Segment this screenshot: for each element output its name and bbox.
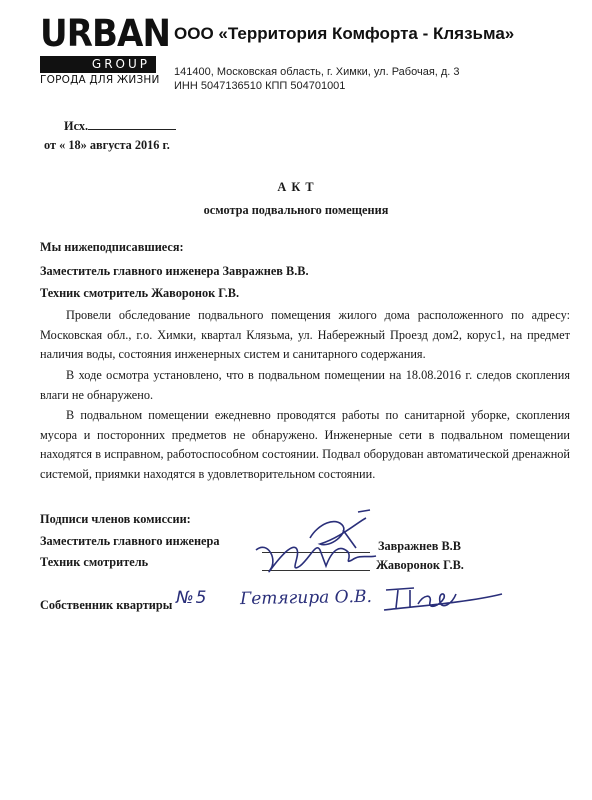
paragraph-inspection: Провели обследование подвального помещения жилого дома расположенного по адресу: Московская обл., г.о. Химки, квартал Клязьма, ул. Набережный Проезд дом2, корус1, на предмет наличия воды, состояния инженерных систем и санитарного содержания. bbox=[40, 308, 570, 361]
company-logo-brand: URBAN bbox=[40, 12, 171, 55]
outgoing-number bbox=[64, 118, 176, 134]
document-title: А К Т bbox=[277, 180, 315, 194]
company-logo-group: GROUP bbox=[40, 56, 156, 73]
company-address: 141400, Московская область, г. Химки, ул. Рабочая, д. 3 bbox=[174, 66, 460, 78]
handwritten-signature-technician bbox=[248, 530, 388, 590]
owner-apartment-handwritten: №5 bbox=[176, 588, 209, 608]
paragraph-findings: В ходе осмотра установлено, что в подвальном помещении на 18.08.2016 г. следов скопления влаги не обнаружено. bbox=[40, 368, 570, 402]
document-subtitle: осмотра подвального помещения bbox=[203, 203, 389, 217]
signatures-heading: Подписи членов комиссии: bbox=[40, 512, 191, 526]
signature-name-deputy: Завражнев В.В bbox=[378, 539, 461, 553]
owner-label: Собственник квартиры bbox=[40, 598, 173, 612]
outgoing-number-line bbox=[88, 118, 176, 130]
handwritten-signature-owner bbox=[380, 580, 510, 620]
company-name: ООО «Территория Комфорта - Клязьма» bbox=[174, 24, 515, 43]
member-technician: Техник смотритель Жаворонок Г.В. bbox=[40, 286, 240, 300]
intro-text: Мы нижеподписавшиеся: bbox=[40, 240, 184, 254]
company-inn-kpp: ИНН 5047136510 КПП 504701001 bbox=[174, 80, 346, 92]
signature-role-deputy: Заместитель главного инженера bbox=[40, 534, 220, 548]
company-logo-tagline: ГОРОДА ДЛЯ ЖИЗНИ bbox=[40, 74, 160, 86]
owner-name-handwritten: Гетягира О.В. bbox=[239, 586, 373, 610]
signature-role-technician: Техник смотритель bbox=[40, 555, 149, 569]
paragraph-sanitary: В подвальном помещении ежедневно проводятся работы по санитарной уборке, скопления мусора и посторонних предметов не обнаружено. Инженерные сети в подвальном помещении находятся в исправном, работоспособном состоянии. Подвал оборудован автоматической дренажной системой, приямки находятся в удовлетворительном состоянии. bbox=[40, 408, 570, 481]
outgoing-label: Исх. bbox=[64, 119, 89, 133]
signature-name-technician: Жаворонок Г.В. bbox=[376, 558, 464, 572]
member-deputy-engineer: Заместитель главного инженера Завражнев В.В. bbox=[40, 264, 309, 278]
outgoing-date: от « 18» августа 2016 г. bbox=[44, 138, 170, 152]
